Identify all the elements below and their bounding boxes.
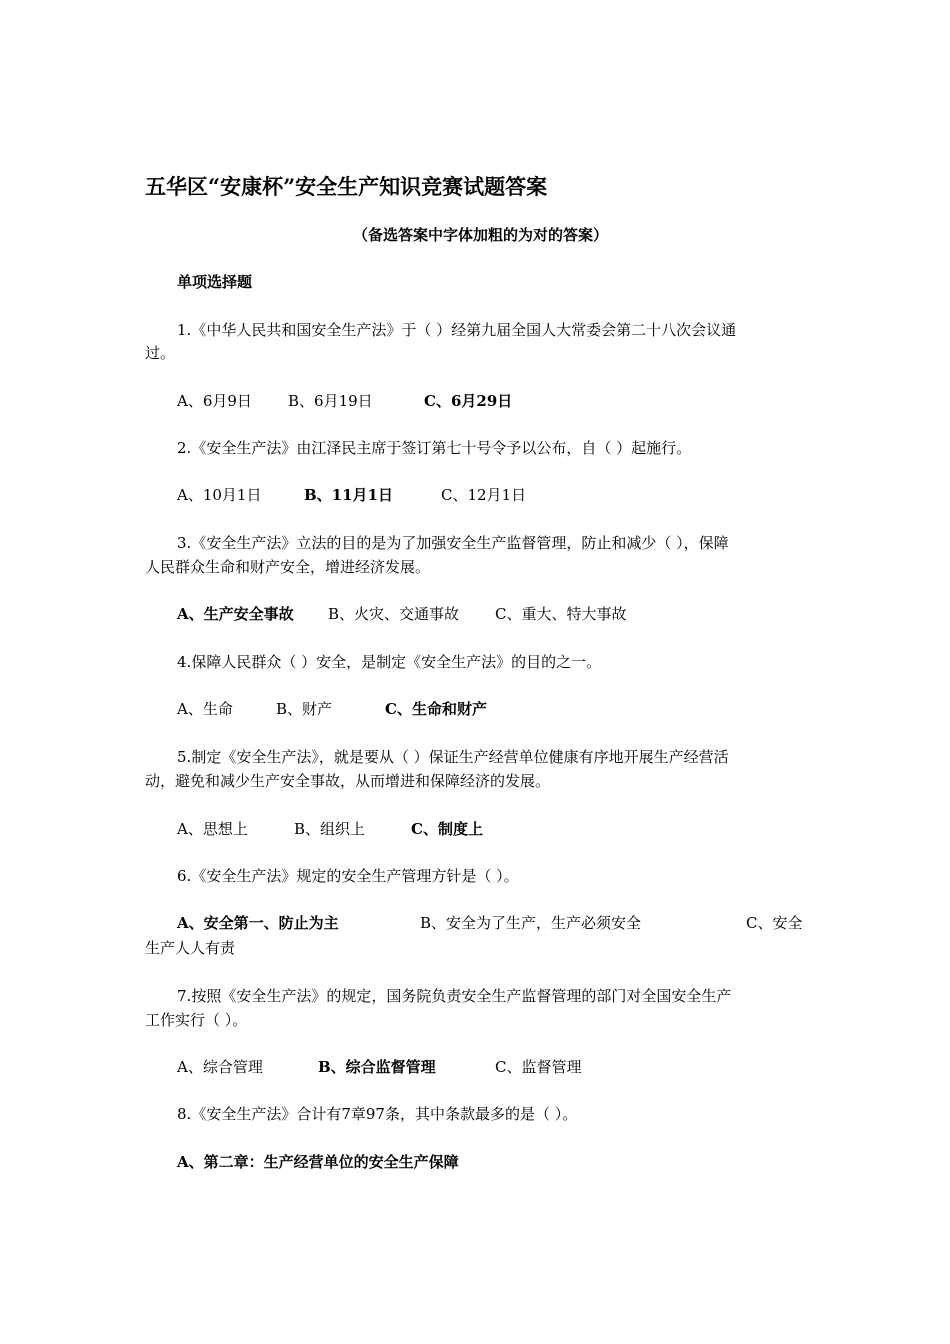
question-text: 制定《安全生产法》，就是要从（ ）保证生产经营单位健康有序地开展生产经营活 [191, 748, 729, 766]
question-3-line-2: 人民群众生命和财产安全，增进经济发展。 [145, 558, 431, 576]
question-7-option-a: A、综合管理 [177, 1058, 263, 1076]
question-5-option-c-correct: C、制度上 [411, 820, 483, 838]
question-6-option-c: C、安全 [746, 914, 803, 932]
question-text: 按照《安全生产法》的规定，国务院负责安全生产监督管理的部门对全国安全生产 [191, 987, 732, 1005]
question-text: 《安全生产法》由江泽民主席于签订第七十号令予以公布，自（ ）起施行。 [191, 439, 692, 457]
question-8-line-1 [177, 1104, 577, 1124]
question-number: 3. [177, 534, 192, 552]
question-7-option-c: C、监督管理 [495, 1058, 582, 1076]
question-text: 保障人民群众（ ）安全，是制定《安全生产法》的目的之一。 [191, 653, 602, 671]
question-text: 《安全生产法》规定的安全生产管理方针是（ ）。 [191, 867, 519, 885]
document-subtitle: （备选答案中字体加粗的为对的答案） [353, 226, 609, 244]
question-number: 2. [177, 439, 192, 457]
question-2-option-c: C、12月1日 [441, 486, 527, 504]
question-4-option-a: A、生命 [177, 700, 233, 718]
question-5-line-2: 动，避免和减少生产安全事故，从而增进和保障经济的发展。 [145, 772, 551, 790]
question-text: 《安全生产法》合计有7章97条，其中条款最多的是（ ）。 [191, 1105, 578, 1123]
question-8-option-a-correct: A、第二章：生产经营单位的安全生产保障 [177, 1153, 459, 1171]
question-6-option-c-continued: 生产人人有责 [145, 939, 236, 957]
question-1-line-2: 过。 [145, 344, 176, 362]
question-5-line-1 [177, 747, 729, 767]
question-number: 6. [177, 867, 192, 885]
question-4-option-b: B、财产 [276, 700, 333, 718]
question-6-option-a-correct: A、安全第一、防止为主 [177, 914, 339, 932]
question-number: 5. [177, 748, 192, 766]
question-7-line-2: 工作实行（ ）。 [145, 1011, 248, 1029]
question-7-line-1 [177, 986, 731, 1006]
question-3-line-1 [177, 533, 729, 553]
question-6-option-b: B、安全为了生产，生产必须安全 [420, 914, 642, 932]
question-3-option-c: C、重大、特大事故 [495, 605, 627, 623]
question-5-option-b: B、组织上 [294, 820, 366, 838]
question-3-option-a-correct: A、生产安全事故 [177, 605, 294, 623]
question-number: 8. [177, 1105, 192, 1123]
question-number: 1. [177, 321, 192, 339]
question-2-line-1 [177, 438, 691, 458]
question-1-option-b: B、6月19日 [288, 392, 373, 410]
question-5-option-a: A、思想上 [177, 820, 248, 838]
question-1-line-1 [177, 320, 736, 340]
question-text: 《安全生产法》立法的目的是为了加强安全生产监督管理，防止和减少（ ），保障 [191, 534, 729, 552]
question-4-line-1 [177, 652, 601, 672]
section-heading: 单项选择题 [177, 273, 253, 291]
question-6-line-1 [177, 866, 519, 886]
question-number: 4. [177, 653, 192, 671]
document-title: 五华区“安康杯”安全生产知识竞赛试题答案 [145, 174, 548, 199]
question-3-option-b: B、火灾、交通事故 [328, 605, 460, 623]
question-7-option-b-correct: B、综合监督管理 [318, 1058, 436, 1076]
question-1-option-c-correct: C、6月29日 [424, 392, 513, 410]
question-number: 7. [177, 987, 192, 1005]
question-text: 《中华人民共和国安全生产法》于（ ）经第九届全国人大常委会第二十八次会议通 [191, 321, 737, 339]
question-1-option-a: A、6月9日 [177, 392, 252, 410]
question-2-option-b-correct: B、11月1日 [304, 486, 393, 504]
question-4-option-c-correct: C、生命和财产 [385, 700, 487, 718]
question-2-option-a: A、10月1日 [177, 486, 262, 504]
